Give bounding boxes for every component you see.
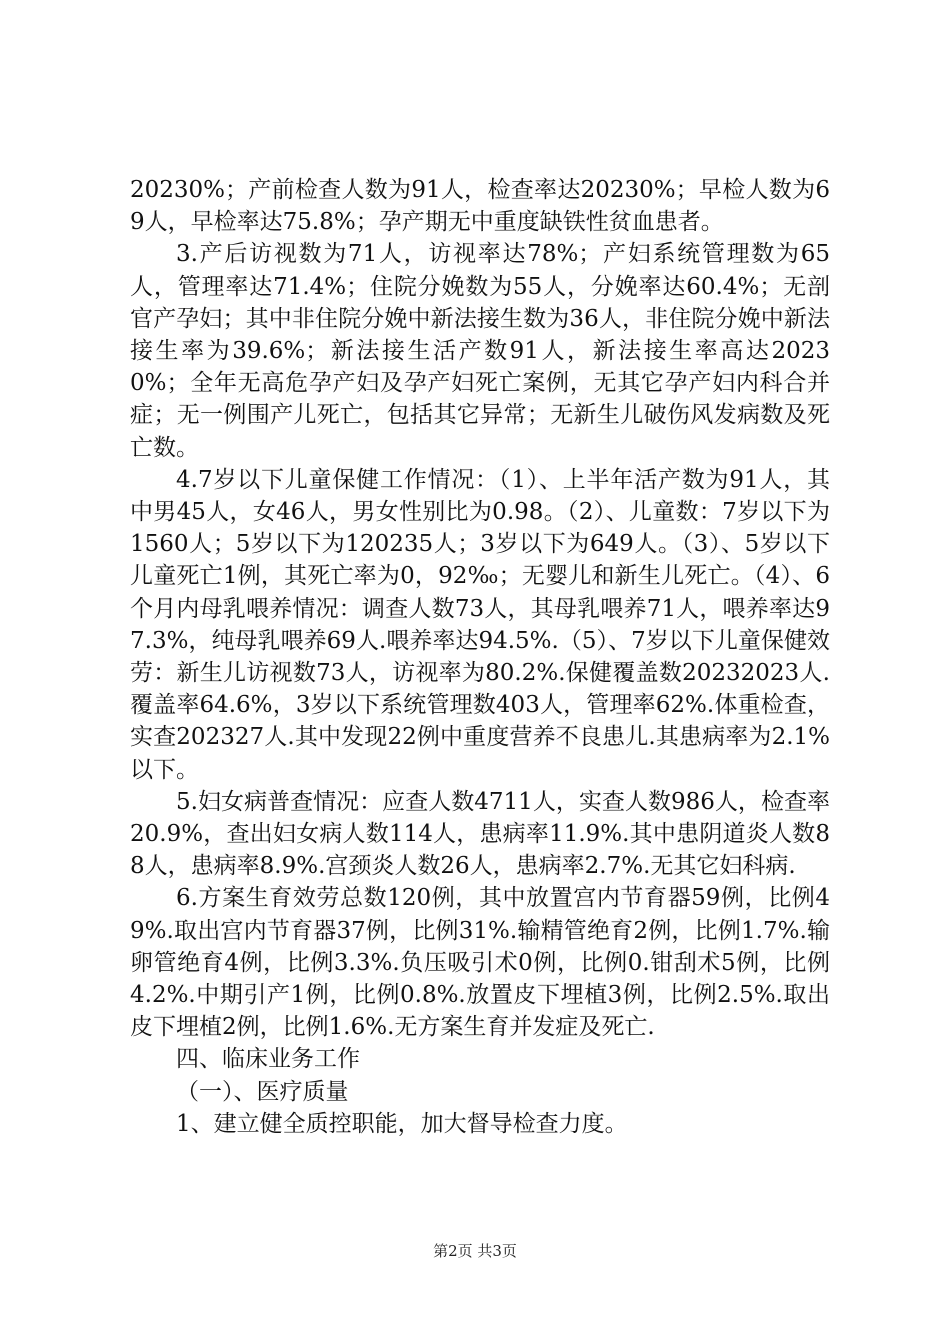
paragraph-continuation: 20230%；产前检查人数为91人，检查率达20230%；早检人数为69人，早检率达75.8%；孕产期无中重度缺铁性贫血患者。: [130, 177, 830, 236]
item-heading: 1、建立健全质控职能，加大督导检查力度。: [176, 1110, 628, 1137]
paragraph-postpartum-visits: 3.产后访视数为71人，访视率达78%；产妇系统管理数为65人，管理率达71.4%；住院分娩数为55人，分娩率达60.4%；无剖官产孕妇；其中非住院分娩中新法接生数为36人，非住院分娩中新法接生率为39.6%；新法接生活产数91人，新法接生率高达20230%；全年无高危孕产妇及孕产妇死亡案例，无其它孕产妇内科合并症；无一例围产儿死亡，包括其它异常；无新生儿破伤风发病数及死亡数。: [130, 241, 830, 461]
document-body: [130, 174, 830, 1140]
paragraph-child-health: 4.7岁以下儿童保健工作情况：（1）、上半年活产数为91人，其中男45人，女46人，男女性别比为0.98。（2）、儿童数：7岁以下为1560人；5岁以下为120235人；3岁以下为649人。（3）、5岁以下儿童死亡1例，其死亡率为0，92‰；无婴儿和新生儿死亡。（4）、6个月内母乳喂养情况：调查人数73人，其母乳喂养71人，喂养率达97.3%，纯母乳喂养69人.喂养率达94.5%.（5）、7岁以下儿童保健效劳：新生儿访视数73人，访视率为80.2%.保健覆盖数20232023人.覆盖率64.6%，3岁以下系统管理数403人，管理率62%.体重检查，实查202327人.其中发现22例中重度营养不良患儿.其患病率为2.1%以下。: [130, 466, 830, 783]
paragraph-women-screening: 5.妇女病普查情况：应查人数4711人，实查人数986人，检查率20.9%，查出妇女病人数114人，患病率11.9%.其中患阴道炎人数88人，患病率8.9%.宫颈炎人数26人，患病率2.7%.无其它妇科病.: [130, 788, 830, 880]
paragraph-family-planning: 6.方案生育效劳总数120例，其中放置宫内节育器59例，比例49%.取出宫内节育器37例，比例31%.输精管绝育2例，比例1.7%.输卵管绝育4例，比例3.3%.负压吸引术0例，比例0.钳刮术5例，比例4.2%.中期引产1例，比例0.8%.放置皮下埋植3例，比例2.5%.取出皮下埋植2例，比例1.6%.无方案生育并发症及死亡.: [130, 885, 830, 1041]
page-footer: 第2页 共3页: [433, 1242, 517, 1260]
section-heading: 四、临床业务工作: [176, 1046, 360, 1073]
subsection-heading: （一）、医疗质量: [176, 1078, 349, 1105]
